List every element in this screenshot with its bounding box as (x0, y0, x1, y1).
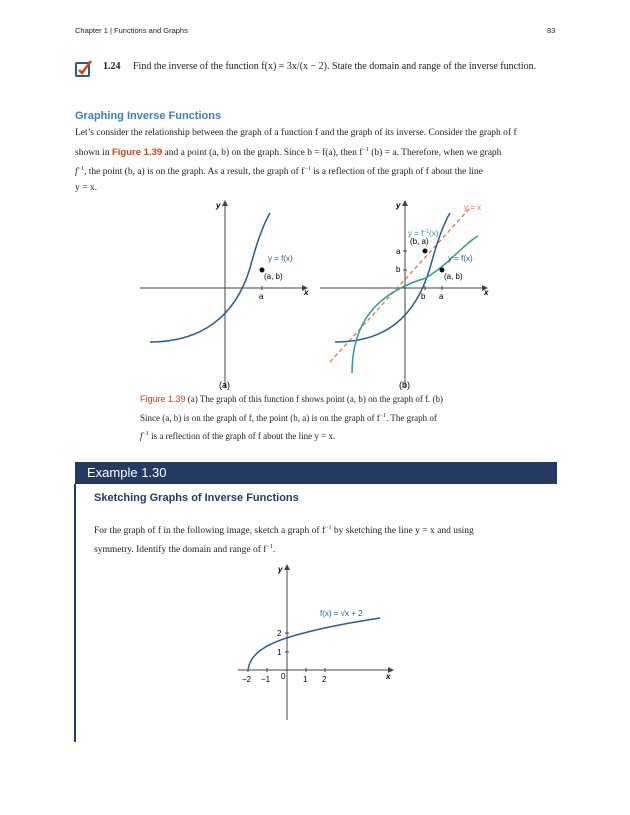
example-side-rule (74, 484, 76, 742)
svg-text:(a, b): (a, b) (264, 272, 283, 281)
section-line-3: $f^{-1}$, the point (b, a) is on the graph. As a result, the graph of $f^{-1}$ is a reflection of the graph of f about the line (75, 166, 483, 178)
svg-text:y = f(x): y = f(x) (448, 254, 473, 263)
panel-b-identity-line (330, 208, 470, 362)
figure-caption-line-2: Since (a, b) is on the graph of f, the point (b, a) is on the graph of $f^{-1}$. The graph of (140, 413, 437, 423)
svg-text:−1: −1 (261, 675, 271, 684)
figure-caption-line-1: Figure 1.39 (a) The graph of this function f shows point (a, b) on the graph of f. (b) (140, 394, 444, 404)
page-number: 83 (547, 26, 556, 35)
svg-text:y = x: y = x (464, 203, 482, 212)
svg-text:x: x (484, 288, 489, 297)
panel-a-x-label: x (304, 288, 309, 297)
panel-a-label: (a) (219, 380, 230, 390)
example-header: Example 1.30 (75, 462, 557, 484)
panel-a-curve (150, 213, 270, 342)
svg-text:2: 2 (322, 675, 327, 684)
sqrt-curve (248, 618, 380, 670)
checklist-icon (74, 59, 94, 79)
exercise-text: Find the inverse of the function f(x) = 3x/(x − 2). State the domain and range of the inverse function. (133, 61, 537, 72)
svg-text:y = f−1(x): $y = f^{-1}(x)$ (408, 229, 439, 238)
example-line-2: symmetry. Identify the domain and range of $f^{-1}$. (94, 544, 276, 556)
svg-text:b: b (396, 265, 401, 274)
panel-a-y-label: y (216, 201, 221, 210)
figure-link[interactable]: Figure 1.39 (111, 147, 163, 159)
figure-1-39 (130, 198, 500, 393)
example-title: Sketching Graphs of Inverse Functions (94, 492, 299, 504)
svg-text:1: 1 (277, 648, 282, 657)
svg-text:a: a (396, 247, 401, 256)
svg-text:y: y (396, 201, 401, 210)
svg-text:y = f(x): y = f(x) (268, 254, 293, 263)
svg-text:(b, a): (b, a) (410, 237, 429, 246)
svg-text:a: a (439, 292, 444, 301)
svg-text:0: 0 (281, 672, 286, 681)
section-title: Graphing Inverse Functions (75, 110, 222, 122)
section-line-1: Let’s consider the relationship between the graph of a function f and the graph of its inverse. Consider the graph of f (75, 128, 517, 138)
svg-text:2: 2 (277, 629, 282, 638)
chapter-header: Chapter 1 | Functions and Graphs (75, 26, 188, 35)
example-graph (230, 562, 400, 722)
svg-text:1: 1 (303, 675, 308, 684)
figure-caption-line-3: $f^{-1}$ is a reflection of the graph of f about the line y = x. (140, 431, 336, 441)
section-line-2: shown in Figure 1.39 and a point (a, b) on the graph. Since b = f(a), then $f^{-1}$ (b) = a. Therefore, when we graph (75, 147, 502, 159)
svg-text:a: a (259, 292, 264, 301)
svg-text:(a, b): (a, b) (444, 272, 463, 281)
exercise-number: 1.24 (103, 61, 121, 72)
example-line-1: For the graph of f in the following image, sketch a graph of $f^{-1}$ by sketching the line y = x and using (94, 525, 474, 537)
svg-text:x: x (386, 672, 391, 681)
function-label: f(x) = √x + 2 (320, 609, 363, 618)
panel-b-point-ba (423, 249, 428, 254)
svg-text:y: y (278, 565, 283, 574)
svg-text:−2: −2 (242, 675, 252, 684)
panel-b-label: (b) (399, 380, 410, 390)
svg-text:b: b (421, 292, 426, 301)
section-line-4: y = x. (75, 183, 97, 193)
